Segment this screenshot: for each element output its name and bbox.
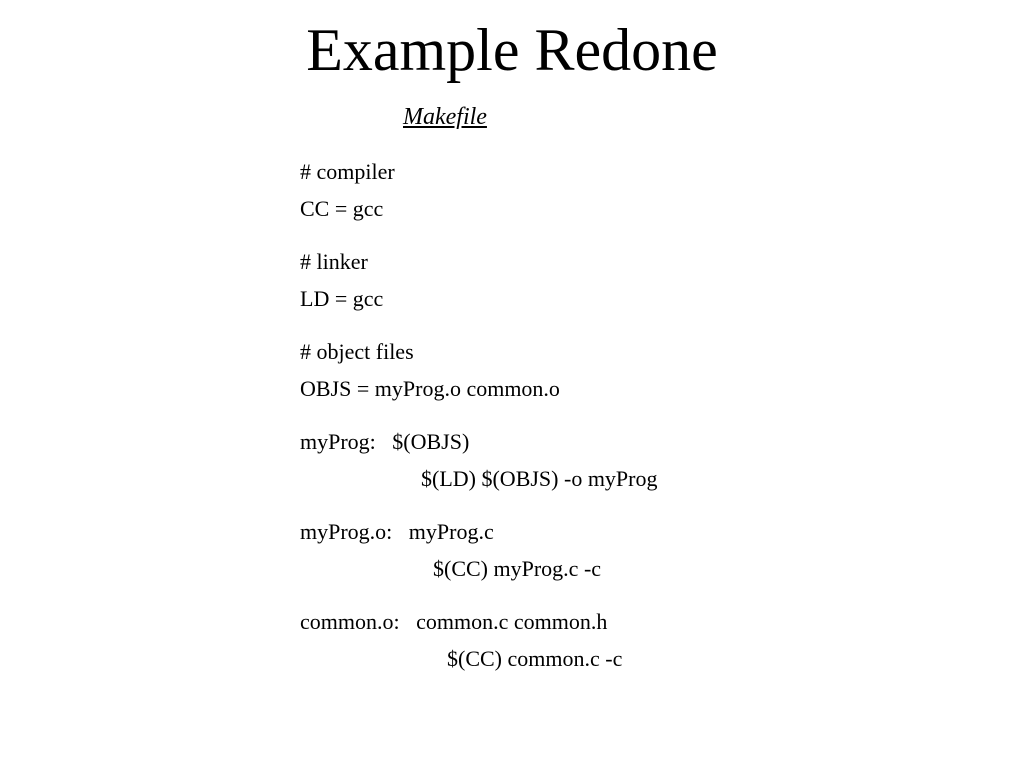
ld-assignment: LD = gcc: [300, 286, 384, 311]
compiler-comment: # compiler: [300, 159, 395, 184]
common-o-target-rule: common.o: common.c common.h: [300, 609, 608, 634]
object-files-comment: # object files: [300, 339, 414, 364]
myprog-link-command: $(LD) $(OBJS) -o myProg: [421, 466, 658, 491]
myprog-compile-command: $(CC) myProg.c -c: [433, 556, 602, 581]
myprog-o-target-rule: myProg.o: myProg.c: [300, 519, 494, 544]
cc-assignment: CC = gcc: [300, 196, 384, 221]
myprog-target-rule: myProg: $(OBJS): [300, 429, 470, 454]
objs-assignment: OBJS = myProg.o common.o: [300, 376, 560, 401]
slide-title: Example Redone: [306, 17, 718, 83]
linker-comment: # linker: [300, 249, 368, 274]
common-compile-command: $(CC) common.c -c: [447, 646, 623, 671]
makefile-heading: Makefile: [403, 104, 487, 130]
